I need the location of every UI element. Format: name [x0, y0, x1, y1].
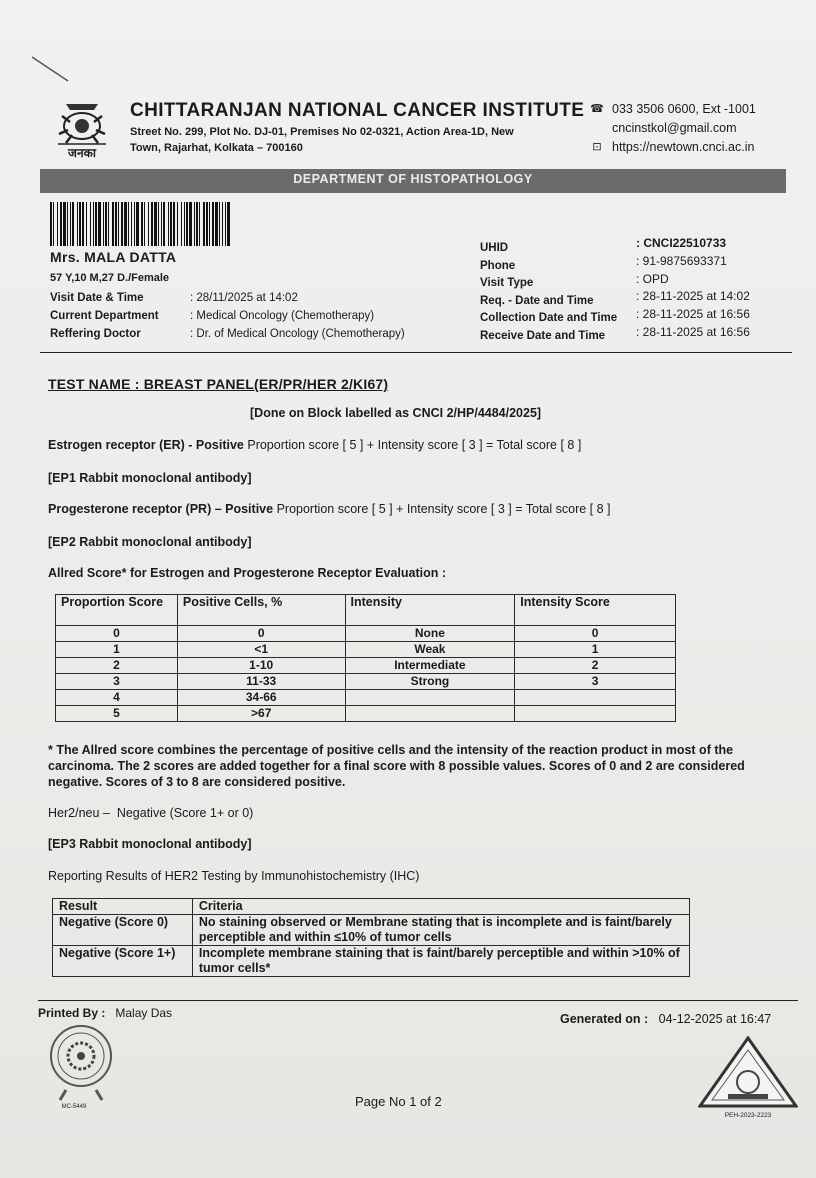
department-title: DEPARTMENT OF HISTOPATHOLOGY	[293, 172, 533, 186]
allred-header-row	[56, 595, 676, 626]
barcode-bar	[124, 202, 127, 246]
visit-type-value: : OPD	[636, 271, 669, 286]
barcode-bar	[141, 202, 143, 246]
accreditation-seal	[44, 1022, 118, 1114]
table-cell: 1-10	[177, 658, 345, 674]
ep3-antibody: [EP3 Rabbit monoclonal antibody]	[48, 837, 252, 851]
her2-value: Negative (Score 1+ or 0)	[116, 806, 254, 820]
barcode-bar	[121, 202, 123, 246]
barcode-bar	[181, 202, 182, 246]
patient-right-values	[636, 235, 750, 342]
contact-website	[590, 138, 756, 157]
table-cell: 1	[56, 642, 178, 658]
table-cell: 5	[56, 706, 178, 722]
collection-label: Collection Date and Time	[480, 312, 618, 324]
barcode-bar	[112, 202, 114, 246]
website-text[interactable]: https://newtown.cnci.ac.in	[612, 140, 755, 154]
barcode-bar	[225, 202, 226, 246]
table-cell	[345, 690, 515, 706]
pr-label: Progesterone receptor (PR) – Positive	[48, 502, 274, 516]
ref-doctor-label: Reffering Doctor	[50, 328, 141, 340]
visit-date-label: Visit Date & Time	[50, 292, 144, 304]
her2-label: Her2/neu –	[48, 806, 110, 820]
table-cell: <1	[177, 642, 345, 658]
barcode-bar	[60, 202, 62, 246]
barcode-bar	[93, 202, 94, 246]
barcode-bar	[63, 202, 66, 246]
barcode-bar	[128, 202, 129, 246]
barcode-bar	[50, 202, 52, 246]
table-cell: 0	[56, 626, 178, 642]
barcode-bar	[209, 202, 210, 246]
barcode-bar	[161, 202, 162, 246]
barcode-bar	[95, 202, 97, 246]
contact-phone	[590, 100, 756, 119]
barcode-bar	[131, 202, 132, 246]
table-cell: >67	[177, 706, 345, 722]
barcode-bar	[194, 202, 195, 246]
patient-name: Mrs. MALA DATTA	[50, 249, 177, 265]
table-row	[56, 642, 676, 658]
collection-value: : 28-11-2025 at 16:56	[636, 307, 750, 322]
barcode-bar	[184, 202, 185, 246]
pr-detail: Proportion score [ 5 ] + Intensity score [ 3 ] = Total score [ 8 ]	[276, 502, 611, 516]
receive-value: : 28-11-2025 at 16:56	[636, 324, 750, 339]
logo-caption: जनका	[68, 146, 96, 160]
printed-by-label: Printed By :	[38, 1006, 106, 1020]
barcode-bar	[118, 202, 119, 246]
barcode-bar	[148, 202, 149, 246]
contact-email	[590, 119, 756, 138]
table-row	[53, 915, 690, 946]
barcode-bar	[90, 202, 91, 246]
table-cell: Incomplete membrane staining that is faint/barely perceptible and within >10% of tumor cells*	[192, 946, 689, 977]
pen-mark	[30, 55, 72, 85]
table-row	[53, 946, 690, 977]
barcode-bar	[70, 202, 71, 246]
barcode	[50, 202, 232, 246]
current-dept-label: Current Department	[50, 310, 159, 322]
barcode-bar	[67, 202, 68, 246]
table-row	[56, 706, 676, 722]
receive-label: Receive Date and Time	[480, 329, 606, 342]
allred-header-proportion: Proportion Score	[56, 595, 178, 626]
address-line-2: Town, Rajarhat, Kolkata – 700160	[130, 142, 303, 154]
er-label: Estrogen receptor (ER) - Positive	[48, 438, 244, 452]
contact-block	[590, 100, 756, 157]
her2-header-row	[53, 899, 690, 915]
ref-doctor-value: : Dr. of Medical Oncology (Chemotherapy)	[190, 328, 405, 340]
table-cell	[515, 706, 676, 722]
barcode-bar	[134, 202, 135, 246]
her2-table	[52, 898, 690, 977]
allred-header-intensity: Intensity	[345, 595, 515, 626]
generated-value: 04-12-2025 at 16:47	[658, 1012, 772, 1026]
visit-type-label: Visit Type	[480, 277, 534, 289]
ep2-antibody: [EP2 Rabbit monoclonal antibody]	[48, 535, 252, 549]
barcode-bar	[177, 202, 178, 246]
barcode-bar	[86, 202, 87, 246]
generated-on	[560, 1012, 771, 1026]
barcode-bar	[57, 202, 58, 246]
her2-line	[48, 806, 253, 820]
req-value: : 28-11-2025 at 14:02	[636, 289, 750, 304]
table-cell	[345, 706, 515, 722]
table-cell: 0	[515, 626, 676, 642]
table-cell: 4	[56, 690, 178, 706]
table-cell: 2	[515, 658, 676, 674]
barcode-bar	[53, 202, 54, 246]
table-cell: No staining observed or Membrane stating that is incomplete and is faint/barely perceptible and within ≤10% of tumor cells	[192, 915, 689, 946]
table-cell: 3	[56, 674, 178, 690]
barcode-bar	[136, 202, 139, 246]
barcode-bar	[158, 202, 159, 246]
test-name: TEST NAME : BREAST PANEL(ER/PR/HER 2/KI67)	[48, 376, 389, 392]
barcode-bar	[196, 202, 198, 246]
barcode-bar	[212, 202, 214, 246]
printed-by	[38, 1006, 172, 1020]
institute-address	[130, 124, 570, 156]
barcode-bar	[173, 202, 175, 246]
table-cell: 34-66	[177, 690, 345, 706]
barcode-bar	[154, 202, 157, 246]
barcode-bar	[103, 202, 104, 246]
cert-caption: PEH-2023-2223	[724, 1112, 772, 1119]
her2-header-result: Result	[53, 899, 193, 915]
header-divider	[40, 352, 792, 353]
patient-right-labels	[480, 240, 617, 345]
allred-table	[55, 594, 676, 722]
table-cell: 0	[177, 626, 345, 642]
table-row	[56, 626, 676, 642]
patient-left-labels	[50, 289, 159, 343]
table-row	[56, 690, 676, 706]
barcode-bar	[151, 202, 153, 246]
phone-text: 033 3506 0600, Ext -1001	[612, 102, 756, 116]
barcode-bar	[215, 202, 218, 246]
patient-age-sex: 57 Y,10 M,27 D./Female	[50, 272, 170, 284]
institute-logo	[52, 100, 112, 162]
table-cell: Strong	[345, 674, 515, 690]
uhid-value: : CNCI22510733	[636, 236, 727, 250]
barcode-bar	[168, 202, 169, 246]
table-cell: Weak	[345, 642, 515, 658]
uhid-label: UHID	[480, 242, 509, 254]
table-cell: 3	[515, 674, 676, 690]
allred-header-cells: Positive Cells, %	[177, 595, 345, 626]
barcode-bar	[163, 202, 165, 246]
barcode-bar	[227, 202, 230, 246]
barcode-bar	[206, 202, 208, 246]
allred-note: * The Allred score combines the percentage of positive cells and the intensity of the reaction product in most of the carcinoma. The 2 scores are added together for a final score with 8 possible values. Scores of 0 and 2 are considered negative. Scores of 3 to 8 are considered positive.	[48, 743, 745, 789]
table-cell: 11-33	[177, 674, 345, 690]
institute-name: CHITTARANJAN NATIONAL CANCER INSTITUTE	[130, 100, 585, 121]
done-on-block: [Done on Block labelled as CNCI 2/HP/4484/2025]	[250, 406, 542, 420]
barcode-bar	[77, 202, 78, 246]
table-row	[56, 658, 676, 674]
her2-header-criteria: Criteria	[192, 899, 689, 915]
table-cell	[515, 690, 676, 706]
table-cell: Negative (Score 1+)	[53, 946, 193, 977]
allred-heading: Allred Score* for Estrogen and Progesterone Receptor Evaluation :	[48, 566, 447, 580]
patient-left-values	[190, 289, 405, 343]
web-icon: ⊡	[592, 141, 602, 153]
allred-header-score: Intensity Score	[515, 595, 676, 626]
barcode-bar	[115, 202, 117, 246]
barcode-bar	[203, 202, 205, 246]
barcode-bar	[108, 202, 109, 246]
table-cell: Intermediate	[345, 658, 515, 674]
barcode-bar	[72, 202, 74, 246]
phone-label: Phone	[480, 259, 516, 272]
page-number: Page No 1 of 2	[355, 1094, 442, 1109]
table-cell: 2	[56, 658, 178, 674]
seal-caption: MC-5449	[61, 1104, 87, 1110]
table-cell: 1	[515, 642, 676, 658]
barcode-bar	[98, 202, 101, 246]
barcode-bar	[189, 202, 192, 246]
printed-by-value: Malay Das	[115, 1006, 173, 1020]
phone-icon: ☎	[590, 103, 604, 115]
barcode-bar	[82, 202, 84, 246]
email-text: cncinstkol@gmail.com	[612, 121, 737, 135]
req-label: Req. - Date and Time	[480, 294, 594, 307]
pr-line	[48, 502, 611, 516]
generated-label: Generated on :	[560, 1012, 649, 1026]
barcode-bar	[222, 202, 223, 246]
barcode-bar	[79, 202, 81, 246]
ep1-antibody: [EP1 Rabbit monoclonal antibody]	[48, 471, 252, 485]
barcode-bar	[144, 202, 145, 246]
table-row	[56, 674, 676, 690]
barcode-bar	[219, 202, 220, 246]
barcode-bar	[170, 202, 172, 246]
certification-logo	[698, 1036, 798, 1124]
her2-heading: Reporting Results of HER2 Testing by Immunohistochemistry (IHC)	[48, 869, 420, 883]
er-detail: Proportion score [ 5 ] + Intensity score [ 3 ] = Total score [ 8 ]	[247, 438, 582, 452]
barcode-bar	[186, 202, 188, 246]
visit-date-value: : 28/11/2025 at 14:02	[190, 292, 298, 304]
table-cell: Negative (Score 0)	[53, 915, 193, 946]
barcode-bar	[199, 202, 200, 246]
current-dept-value: : Medical Oncology (Chemotherapy)	[190, 310, 375, 322]
er-line	[48, 438, 581, 452]
phone-value: : 91-9875693371	[636, 253, 727, 268]
table-cell: None	[345, 626, 515, 642]
barcode-bar	[105, 202, 107, 246]
address-line-1: Street No. 299, Plot No. DJ-01, Premises No 02-0321, Action Area-1D, New	[130, 126, 514, 138]
footer-divider	[38, 1000, 798, 1001]
